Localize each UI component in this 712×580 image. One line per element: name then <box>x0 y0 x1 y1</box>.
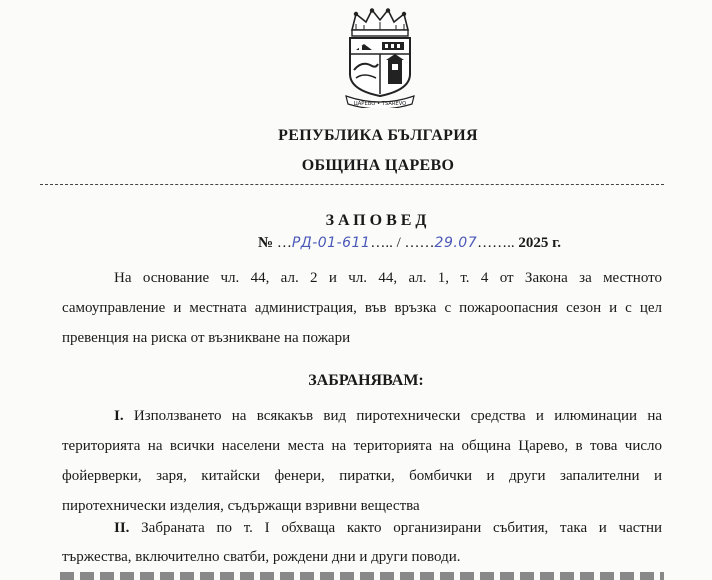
item-2-numeral: II. <box>114 520 130 536</box>
item-1-line: пиротехнически изделия, съдържащи взривни вещества <box>62 498 420 514</box>
item-2-text: Забраната по т. I обхваща както организирани събития, така и частни <box>141 520 663 536</box>
order-year: 2025 г. <box>518 235 561 251</box>
number-sign: № <box>258 235 274 251</box>
order-title: ЗАПОВЕД <box>325 212 431 229</box>
order-number-line: № …РД-01-611….. / ……29.07…….. 2025 г. <box>258 235 561 251</box>
ban-heading: ЗАБРАНЯВАМ: <box>308 372 424 389</box>
preamble-line: На основание чл. 44, ал. 2 и чл. 44, ал. 1, т. 4 от Закона за местното <box>114 270 662 286</box>
item-1-text: Използването на всякакъв вид пиротехнически средства и илюминации на <box>133 408 663 424</box>
handwritten-order-number: РД-01-611 <box>291 235 371 251</box>
item-2-line <box>62 513 662 543</box>
country-heading: РЕПУБЛИКА БЪЛГАРИЯ <box>278 127 478 144</box>
item-1-line: фойерверки, заря, китайски фенери, пиратки, бомбички и други запалителни и <box>62 468 662 484</box>
municipal-crest-logo <box>342 8 418 108</box>
svg-text:ЦАРЕВО • TSAREVO: ЦАРЕВО • TSAREVO <box>353 101 407 107</box>
preamble-line: самоуправление и местната администрация, във връзка с пожароопасния сезон и с цел <box>62 300 662 316</box>
item-1-line <box>62 401 662 431</box>
cropped-text-line <box>60 572 664 580</box>
item-1-numeral: I. <box>114 408 124 424</box>
handwritten-order-date: 29.07 <box>434 235 478 251</box>
municipality-heading: ОБЩИНА ЦАРЕВО <box>301 157 455 174</box>
item-2-line: тържества, включително сватби, рождени дни и други поводи. <box>62 549 461 565</box>
preamble-line: превенция на риска от възникване на пожари <box>62 330 351 346</box>
item-1-line: територията на всички населени места на територията на община Царево, в това число <box>62 438 662 454</box>
header-divider <box>40 184 664 185</box>
